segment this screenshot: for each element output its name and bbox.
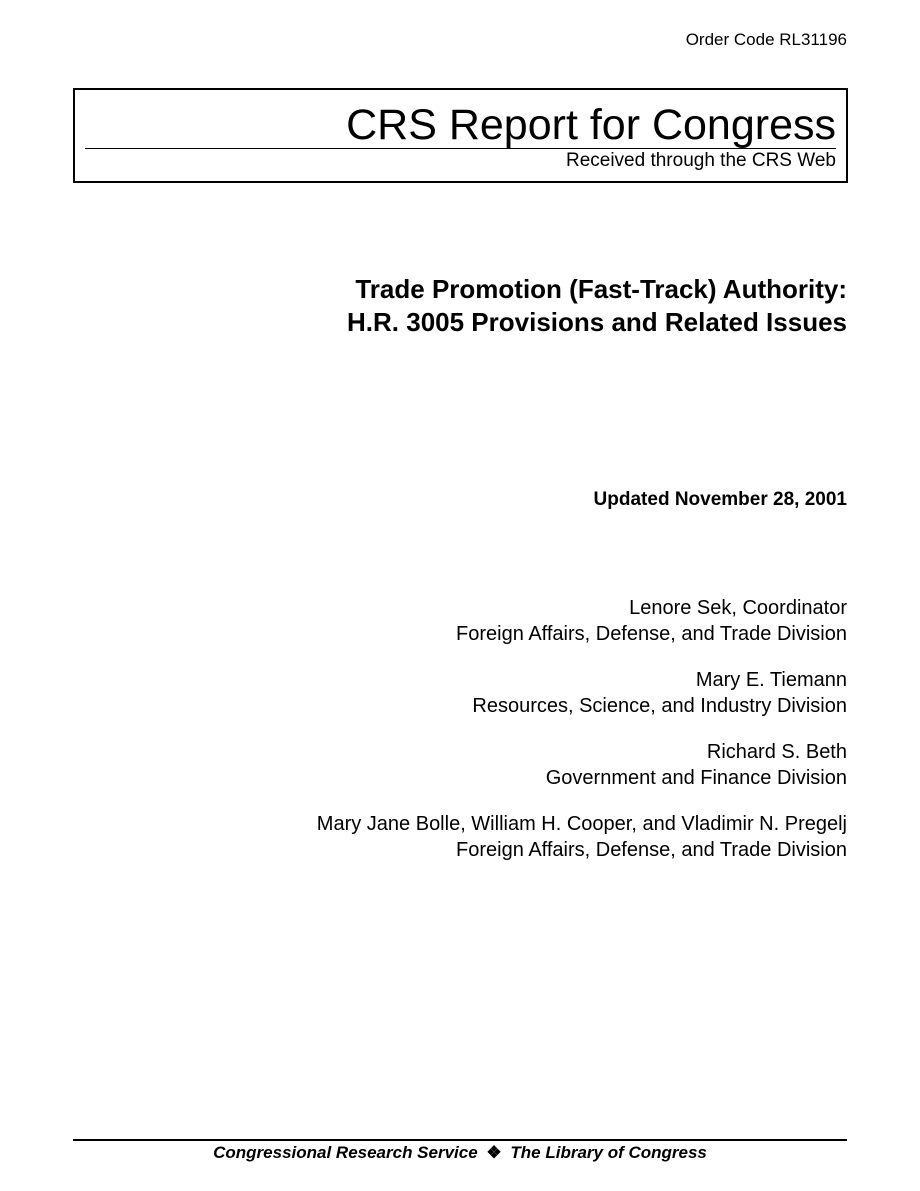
- author-division: Government and Finance Division: [545, 767, 847, 789]
- report-title-line-1: Trade Promotion (Fast-Track) Authority:: [355, 274, 847, 304]
- footer-divider: [73, 1139, 847, 1141]
- author-entry: [317, 667, 847, 719]
- header-divider: [85, 148, 836, 149]
- author-division: Foreign Affairs, Defense, and Trade Division: [456, 839, 847, 861]
- author-name: Lenore Sek, Coordinator: [629, 597, 847, 619]
- footer: [0, 1143, 920, 1163]
- updated-date: Updated November 28, 2001: [593, 489, 847, 510]
- report-title: [347, 273, 847, 339]
- author-list: [317, 595, 847, 883]
- author-entry: [317, 811, 847, 863]
- report-title-line-2: H.R. 3005 Provisions and Related Issues: [347, 307, 847, 337]
- author-division: Resources, Science, and Industry Division: [472, 695, 847, 717]
- author-name: Mary E. Tiemann: [695, 669, 847, 691]
- author-name: Richard S. Beth: [706, 741, 847, 763]
- diamond-ornament-icon: ❖: [486, 1143, 502, 1162]
- author-entry: [317, 595, 847, 647]
- author-entry: [317, 739, 847, 791]
- report-series-title: CRS Report for Congress: [346, 101, 836, 149]
- author-division: Foreign Affairs, Defense, and Trade Division: [456, 623, 847, 645]
- footer-library: The Library of Congress: [510, 1143, 707, 1162]
- order-code: Order Code RL31196: [685, 30, 847, 49]
- report-series-subtitle: Received through the CRS Web: [565, 150, 836, 171]
- footer-publisher: Congressional Research Service: [213, 1143, 478, 1162]
- author-name: Mary Jane Bolle, William H. Cooper, and Vladimir N. Pregelj: [316, 813, 847, 835]
- report-header-box: [73, 88, 848, 183]
